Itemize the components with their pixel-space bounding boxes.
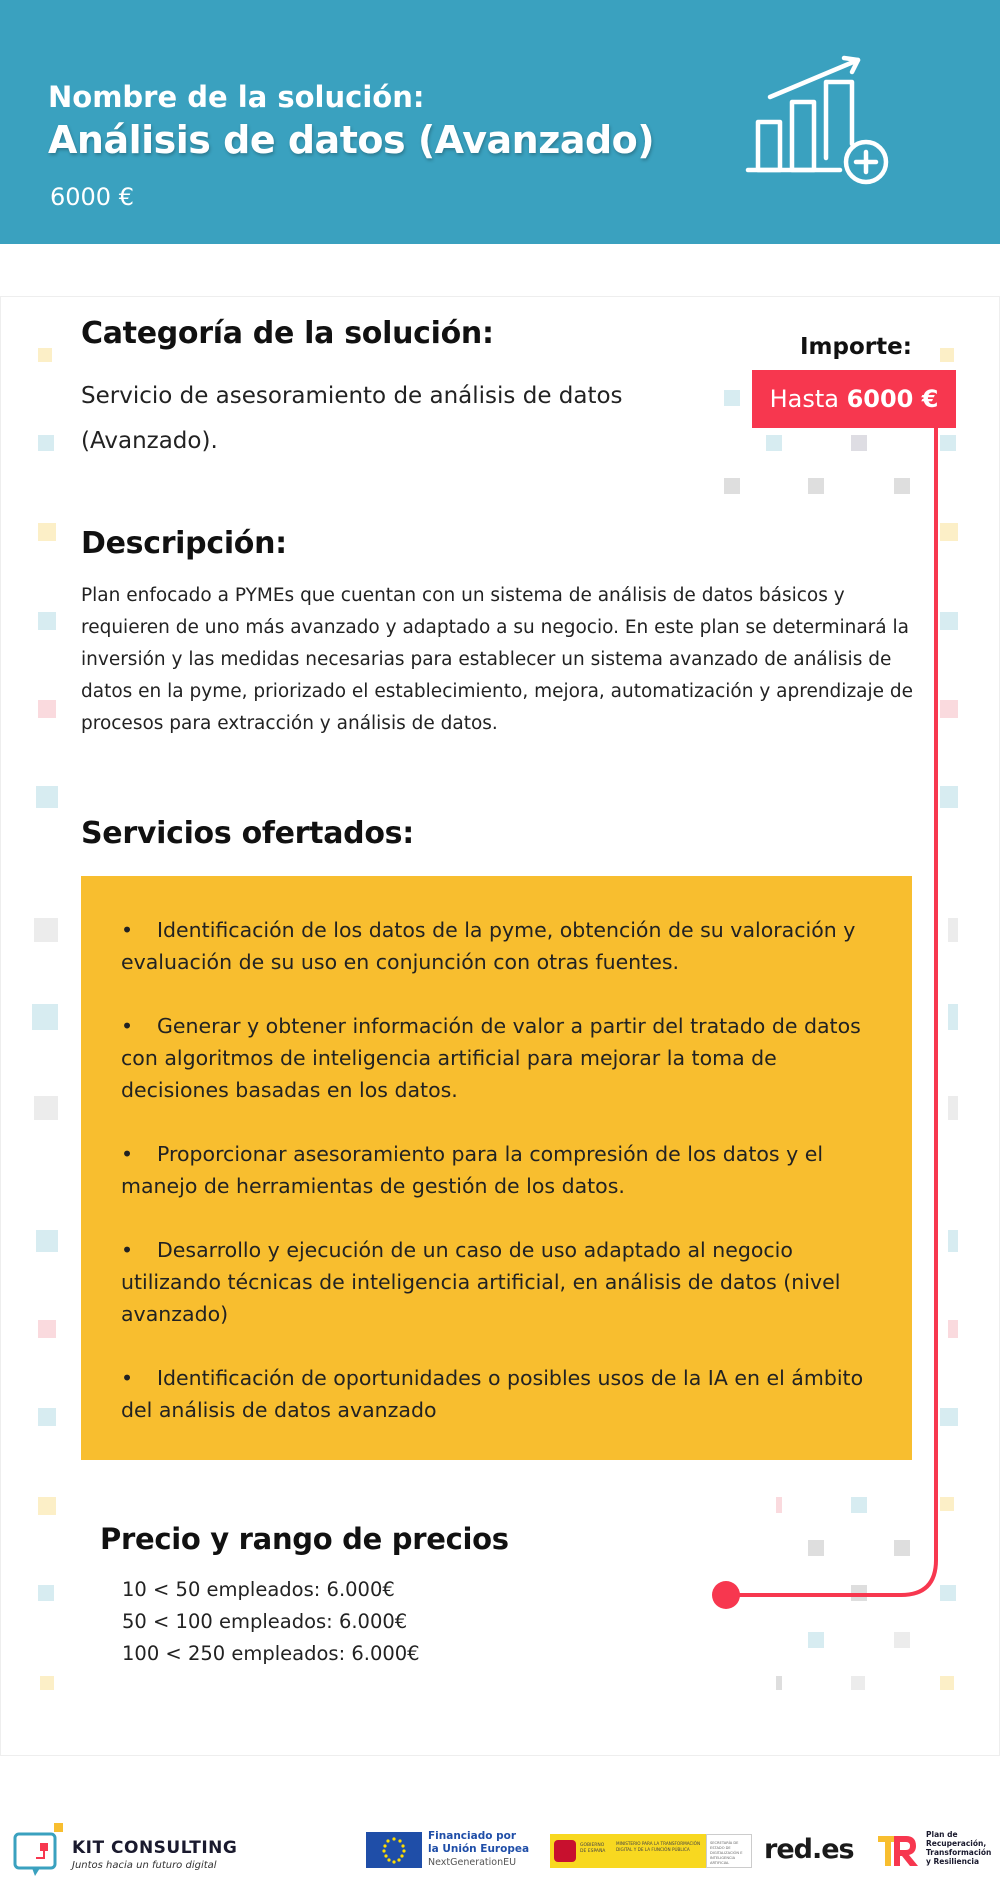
kit-consulting-logo	[12, 1820, 272, 1878]
pricing-row: 50 < 100 empleados: 6.000€	[122, 1610, 408, 1633]
service-item	[121, 914, 881, 978]
pricing-list	[122, 1574, 420, 1670]
pricing-row: 100 < 250 empleados: 6.000€	[122, 1642, 420, 1665]
importe-label: Importe:	[800, 334, 912, 360]
kit-subtitle: Juntos hacia un futuro digital	[72, 1860, 217, 1871]
service-item	[121, 1362, 881, 1426]
bullet: •	[121, 918, 134, 942]
bullet: •	[121, 1014, 134, 1038]
eu-line-3: NextGenerationEU	[428, 1857, 517, 1868]
solution-title: Análisis de datos (Avanzado)	[48, 118, 655, 162]
description-text: Plan enfocado a PYMEs que cuentan con un sistema de análisis de datos básicos y requieren de uno más avanzado y adaptado a su negocio. En este plan se determinará la inversión y las medidas necesarias para establecer un sistema avanzado de análisis de datos en la pyme, priorizado el establecimiento, mejora, automatización y aprendizaje de procesos para extracción y análisis de datos.	[81, 585, 914, 734]
kit-title: KIT CONSULTING	[72, 1838, 238, 1858]
prtr-text	[926, 1830, 991, 1866]
service-text: Proporcionar asesoramiento para la compresión de los datos y el manejo de herramientas de gestión de los datos.	[121, 1142, 824, 1198]
bullet: •	[121, 1142, 134, 1166]
category-text: Servicio de asesoramiento de análisis de datos (Avanzado).	[81, 383, 623, 454]
service-item	[121, 1010, 881, 1106]
importe-amount: 6000 €	[846, 385, 939, 413]
importe-badge	[752, 370, 956, 428]
prtr-line: Recuperación,	[926, 1839, 987, 1848]
bullet: •	[121, 1366, 134, 1390]
importe-prefix: Hasta	[769, 385, 839, 413]
gov-label-1: GOBIERNO DE ESPAÑA	[580, 1843, 606, 1854]
service-item	[121, 1234, 881, 1330]
service-text: Identificación de oportunidades o posibles usos de la IA en el ámbito del análisis de datos avanzado	[121, 1366, 864, 1422]
pricing-title: Precio y rango de precios	[100, 1522, 509, 1556]
service-item	[121, 1138, 881, 1202]
gov-label-3: SECRETARÍA DE ESTADO DE DIGITALIZACIÓN E INTELIGENCIA ARTIFICIAL	[710, 1841, 743, 1865]
service-text: Identificación de los datos de la pyme, obtención de su valoración y evaluación de su uso en conjunción con otras fuentes.	[121, 918, 856, 974]
bullet: •	[121, 1238, 134, 1262]
gobierno-logo	[550, 1834, 752, 1868]
prtr-line: y Resiliencia	[926, 1857, 980, 1866]
prtr-line: Transformación	[926, 1848, 992, 1857]
eu-flag-icon	[366, 1832, 422, 1868]
spain-coat-of-arms-icon	[554, 1840, 576, 1862]
services-list	[121, 914, 881, 1422]
services-title: Servicios ofertados:	[81, 816, 414, 851]
prtr-line: Plan de	[926, 1830, 958, 1839]
eu-line-1: Financiado por	[428, 1830, 517, 1842]
service-text: Generar y obtener información de valor a partir del tratado de datos con algoritmos de inteligencia artificial para mejorar la toma de decisiones basadas en los datos.	[121, 1014, 861, 1102]
description-title: Descripción:	[81, 526, 287, 561]
redes-logo: red.es	[764, 1834, 854, 1865]
solution-price: 6000 €	[50, 183, 134, 211]
pricing-row: 10 < 50 empleados: 6.000€	[122, 1578, 395, 1601]
kit-consulting-icon	[12, 1820, 68, 1878]
category-title: Categoría de la solución:	[81, 316, 494, 351]
prtr-logo	[876, 1826, 996, 1876]
eu-line-2: la Unión Europea	[428, 1843, 530, 1855]
gov-secretaria-box	[706, 1834, 752, 1868]
services-box	[81, 876, 912, 1460]
service-text: Desarrollo y ejecución de un caso de uso adaptado al negocio utilizando técnicas de inteligencia artificial, en análisis de datos (nivel avanzado)	[121, 1238, 841, 1326]
eu-funding-logo	[366, 1830, 536, 1872]
prtr-icon	[876, 1830, 920, 1870]
solution-name-label: Nombre de la solución:	[48, 80, 425, 114]
gov-label-2: MINISTERIO PARA LA TRANSFORMACIÓN DIGITAL Y DE LA FUNCIÓN PÚBLICA	[616, 1841, 701, 1852]
